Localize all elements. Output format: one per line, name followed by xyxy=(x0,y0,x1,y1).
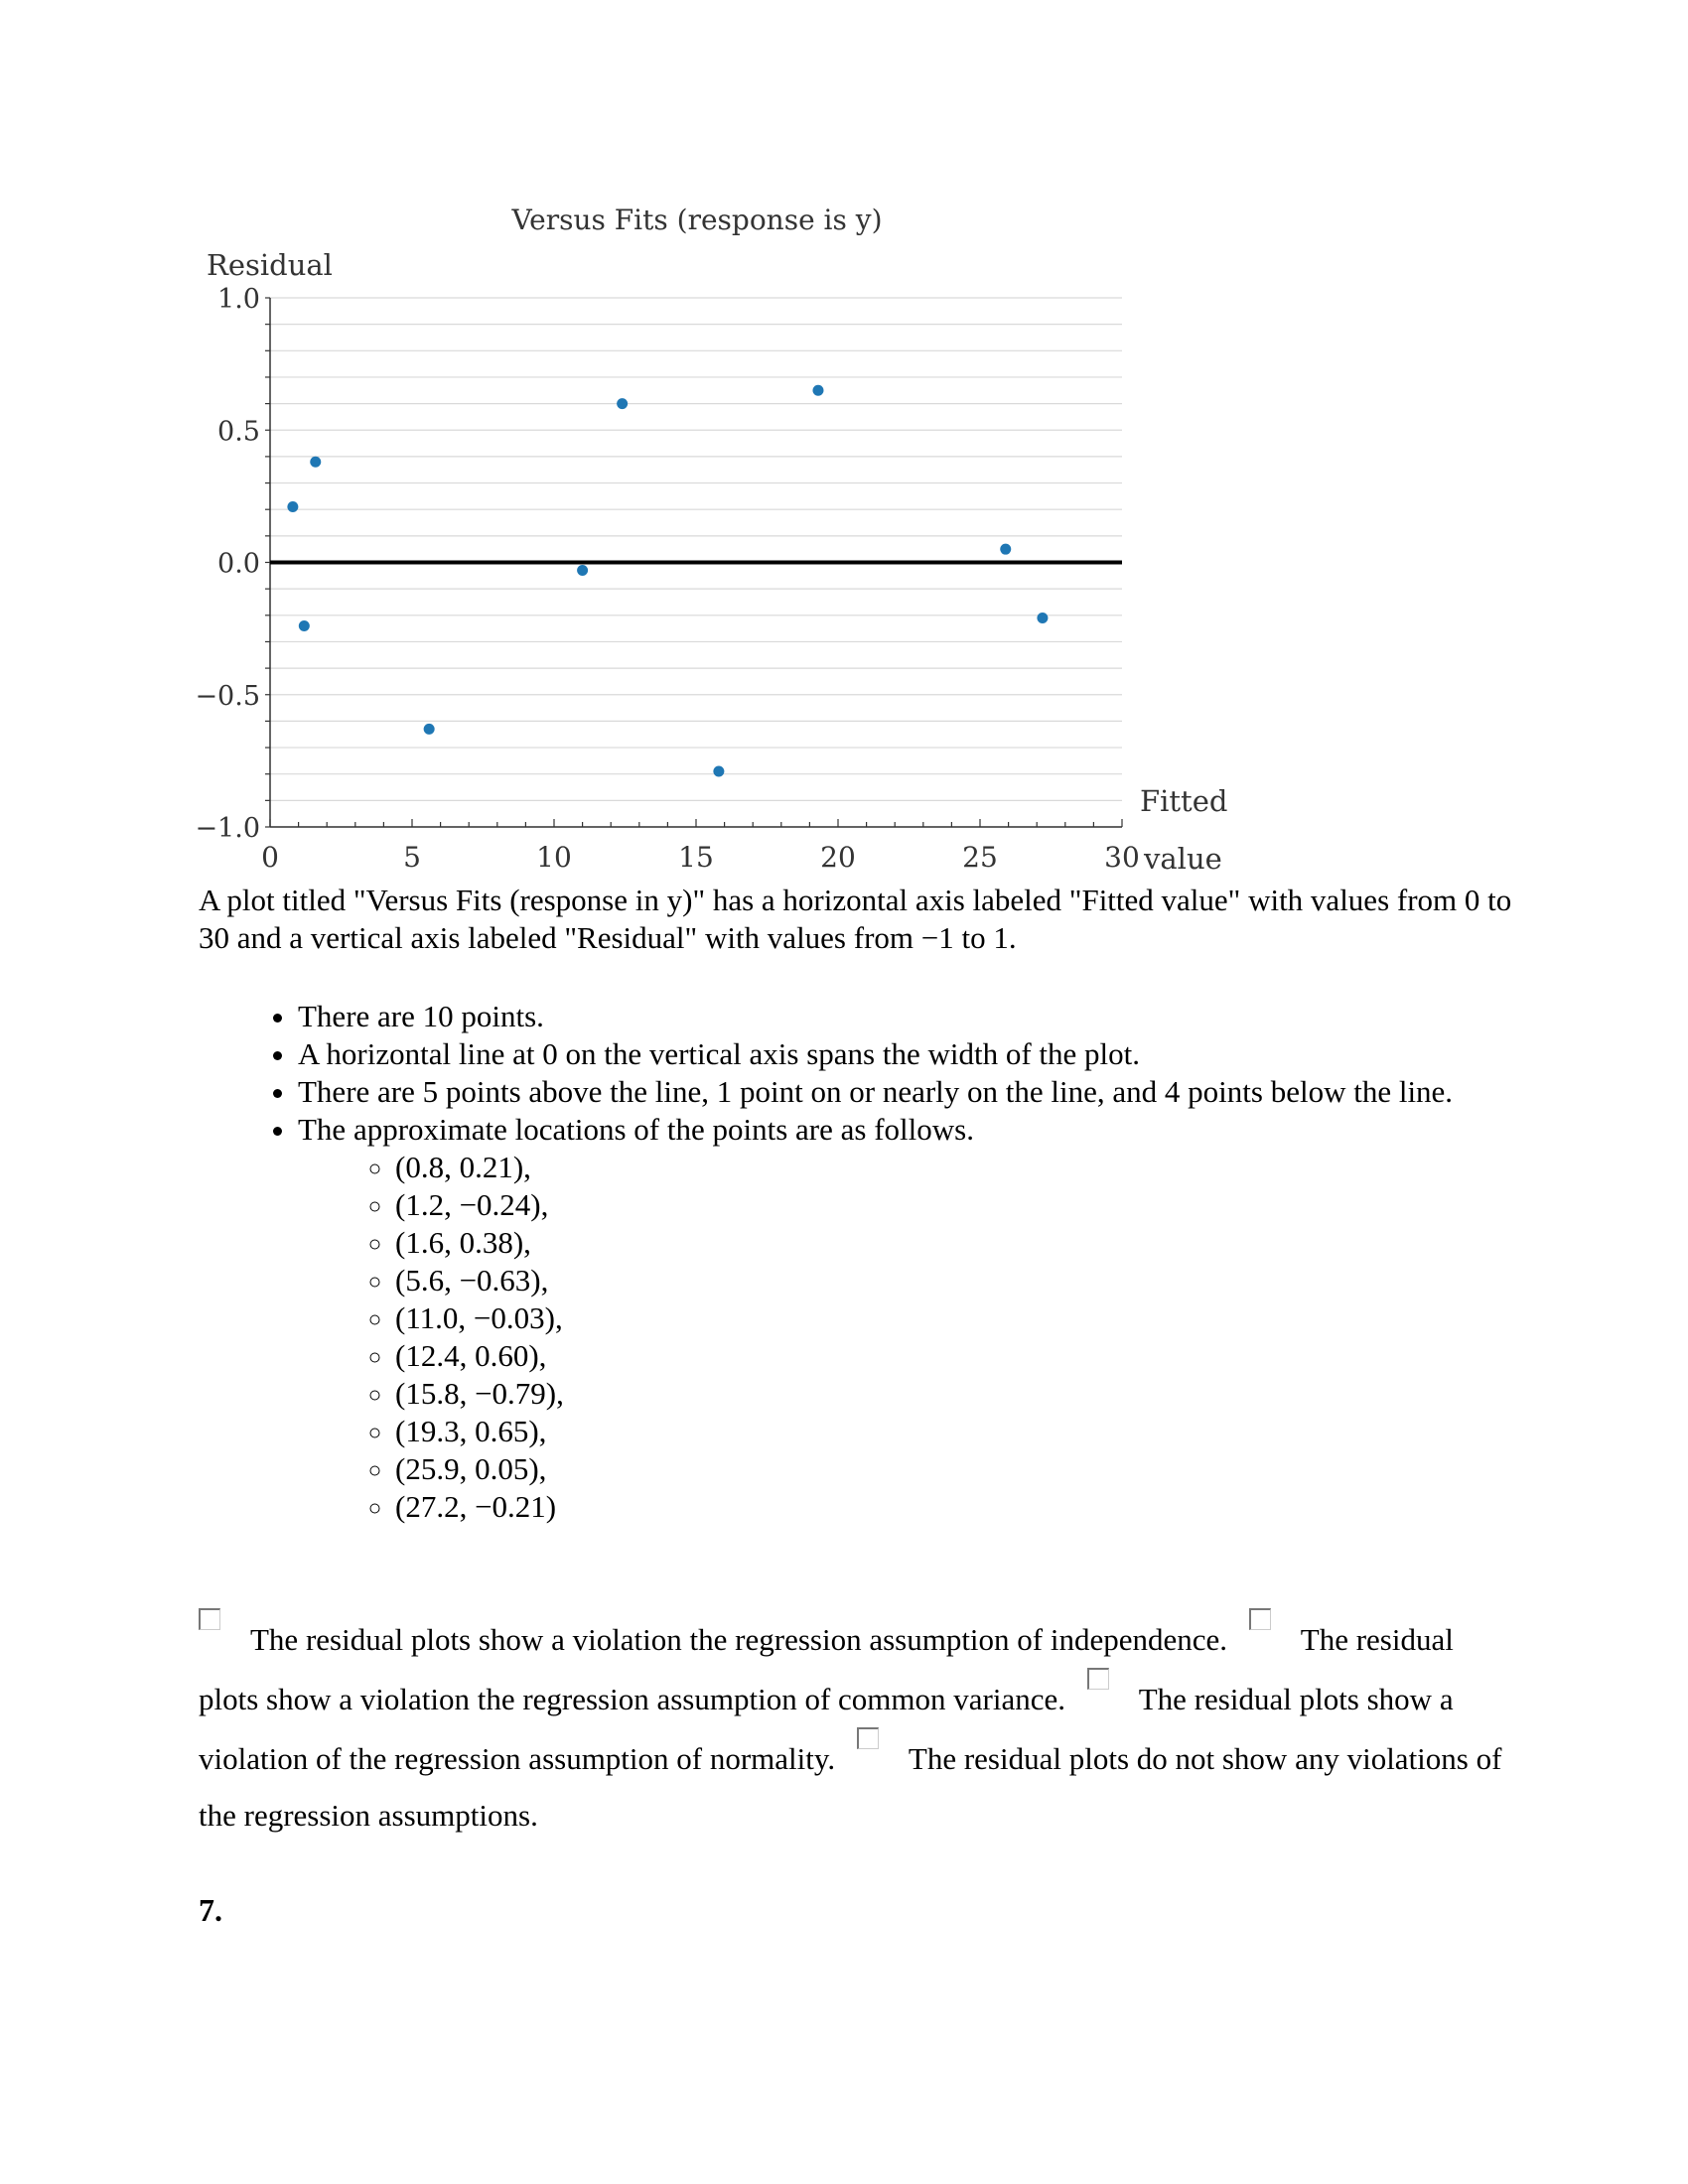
y-tick-label: 0.0 xyxy=(217,548,260,580)
x-tick-labels xyxy=(261,841,1140,874)
residual-vs-fits-chart xyxy=(179,194,1251,888)
x-tick-label: 10 xyxy=(536,841,572,874)
answer-option[interactable] xyxy=(199,1622,1227,1657)
data-point xyxy=(299,620,310,631)
coordinate-item: ◦ (12.4, 0.60), xyxy=(395,1337,1618,1375)
coordinate-item: ◦ (27.2, −0.21) xyxy=(395,1488,1618,1526)
y-tick-label: 0.5 xyxy=(217,416,260,448)
x-axis-label-line1: Fitted xyxy=(1140,784,1228,818)
y-tick-label: −0.5 xyxy=(195,680,260,712)
option-label: The residual plots do not show any violations of the regression assumptions. xyxy=(199,1741,1502,1833)
coordinate-item: ◦ (11.0, −0.03), xyxy=(395,1299,1618,1337)
coordinate-item: ◦ (25.9, 0.05), xyxy=(395,1450,1618,1488)
data-points xyxy=(287,385,1048,777)
chart-title: Versus Fits (response is y) xyxy=(511,204,883,236)
x-tick-label: 30 xyxy=(1104,841,1140,874)
x-tick-label: 20 xyxy=(820,841,856,874)
coordinate-item: ◦ (5.6, −0.63), xyxy=(395,1262,1618,1299)
x-axis-label-line2: value xyxy=(1144,842,1222,876)
data-point xyxy=(1000,544,1011,555)
answer-options xyxy=(199,1608,1519,1843)
checkbox-no-violations[interactable] xyxy=(857,1727,879,1749)
description-list xyxy=(199,998,1618,1526)
coordinate-item: ◦ (0.8, 0.21), xyxy=(395,1149,1618,1186)
coordinate-item: ◦ (1.2, −0.24), xyxy=(395,1186,1618,1224)
data-point xyxy=(812,385,823,396)
x-tick-label: 5 xyxy=(403,841,421,874)
checkbox-normality[interactable] xyxy=(1087,1668,1109,1690)
chart-caption: A plot titled "Versus Fits (response in y)" has a horizontal axis labeled "Fitted value" with values from 0 to 30 and a vertical axis labeled "Residual" with values from −1 to 1. xyxy=(199,883,1512,955)
list-item: • A horizontal line at 0 on the vertical axis spans the width of the plot. xyxy=(298,1035,1618,1073)
data-point xyxy=(713,766,724,777)
list-item xyxy=(298,1111,1618,1526)
y-tick-label: 1.0 xyxy=(217,284,260,315)
list-item-text: The approximate locations of the points are as follows. xyxy=(298,1112,974,1147)
y-axis-label: Residual xyxy=(207,248,333,282)
x-tick-label: 0 xyxy=(261,841,279,874)
data-point xyxy=(424,724,435,735)
x-tick-label: 15 xyxy=(678,841,714,874)
coordinate-list xyxy=(298,1149,1618,1526)
option-label: The residual plots show a violation of the regression assumption of normality. xyxy=(199,1682,1454,1776)
checkbox-independence[interactable] xyxy=(199,1608,220,1630)
coordinate-item: ◦ (19.3, 0.65), xyxy=(395,1413,1618,1450)
question-number: 7. xyxy=(199,1892,222,1928)
y-tick-labels xyxy=(195,284,260,844)
option-label: The residual plots show a violation the regression assumption of common variance. xyxy=(199,1622,1454,1716)
checkbox-common-variance[interactable] xyxy=(1249,1608,1271,1630)
data-point xyxy=(310,457,321,468)
list-item: • There are 10 points. xyxy=(298,998,1618,1035)
data-point xyxy=(287,501,298,512)
x-tick-label: 25 xyxy=(962,841,998,874)
option-label: The residual plots show a violation the regression assumption of independence. xyxy=(250,1622,1228,1657)
coordinate-item: ◦ (1.6, 0.38), xyxy=(395,1224,1618,1262)
data-point xyxy=(617,398,628,409)
y-tick-label: −1.0 xyxy=(195,813,260,844)
list-item: • There are 5 points above the line, 1 point on or nearly on the line, and 4 points below the line. xyxy=(298,1073,1618,1111)
coordinate-item: ◦ (15.8, −0.79), xyxy=(395,1375,1618,1413)
data-point xyxy=(1037,613,1048,623)
data-point xyxy=(577,565,588,576)
